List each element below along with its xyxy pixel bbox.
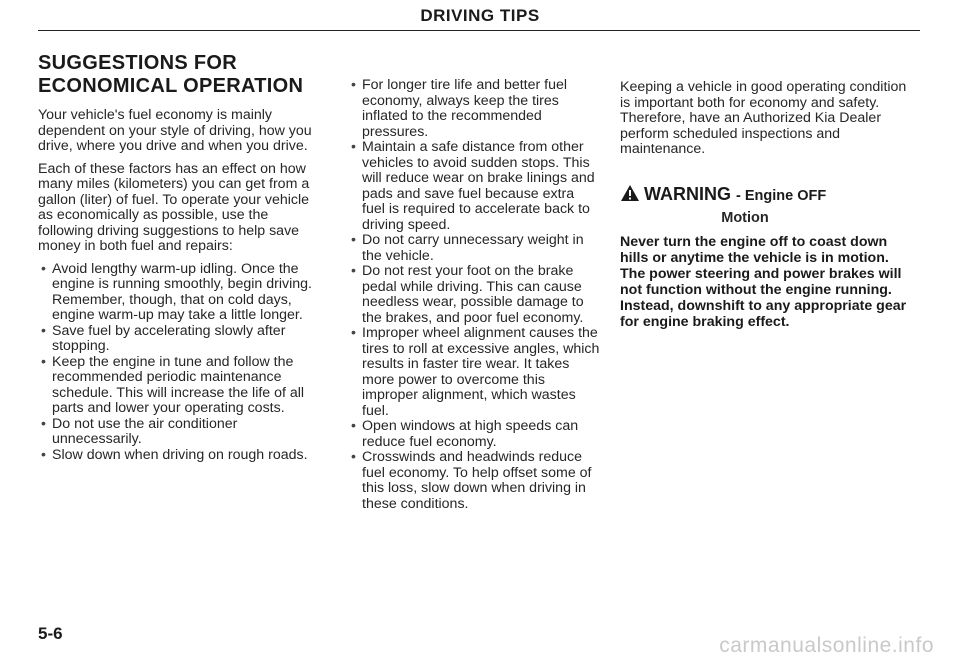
warning-title <box>620 184 910 207</box>
list-item: • Avoid lengthy warm-up idling. Once the engine is running smoothly, begin driving. Remember, though, that on cold days, engine warm-up may take a little longer. <box>38 262 323 324</box>
list-item: • Do not use the air conditioner unnecessarily. <box>38 417 323 448</box>
list-item: • Open windows at high speeds can reduce fuel economy. <box>348 419 600 450</box>
section-heading: SUGGESTIONS FOR ECONOMICAL OPERATION <box>38 52 304 97</box>
warning-subtitle: - Engine OFF <box>736 187 827 204</box>
list-item: • Improper wheel alignment causes the tires to roll at excessive angles, which results in faster tire wear. It takes more power to overcome this improper alignment, which wastes fuel. <box>348 326 600 419</box>
maintenance-paragraph: Keeping a vehicle in good operating condition is important both for economy and safety. Therefore, have an Authorized Kia Dealer perform scheduled inspections and maintenance. <box>620 79 907 157</box>
tips-list <box>38 262 323 464</box>
tips-list <box>348 78 600 512</box>
watermark: carmanualsonline.info <box>719 634 934 657</box>
column-3 <box>620 80 910 330</box>
warning-label: WARNING <box>644 183 731 204</box>
list-item: • For longer tire life and better fuel economy, always keep the tires inflated to the recommended pressures. <box>348 78 600 140</box>
header-divider <box>38 30 920 31</box>
page-header-title: DRIVING TIPS <box>420 6 540 25</box>
warning-subtitle-2: Motion <box>721 209 769 226</box>
list-item: • Slow down when driving on rough roads. <box>38 448 323 464</box>
intro-paragraph: Your vehicle's fuel economy is mainly dependent on your style of driving, how you drive, where you drive and when you drive. <box>38 107 312 154</box>
list-item: • Keep the engine in tune and follow the recommended periodic maintenance schedule. This will increase the life of all parts and lower your operating costs. <box>38 355 323 417</box>
warning-body: Never turn the engine off to coast down hills or anytime the vehicle is in motion. The power steering and power brakes will not function without the engine running. Instead, downshift to any appropriate gear for engine braking effect. <box>620 234 907 330</box>
list-item: • Do not carry unnecessary weight in the vehicle. <box>348 233 600 264</box>
warning-triangle-icon <box>620 184 640 207</box>
list-item: • Maintain a safe distance from other vehicles to avoid sudden stops. This will reduce wear on brake linings and pads and save fuel because extra fuel is required to accelerate back to driving speed. <box>348 140 600 233</box>
list-item: • Do not rest your foot on the brake pedal while driving. This can cause needless wear, possible damage to the brakes, and poor fuel economy. <box>348 264 600 326</box>
column-2 <box>348 78 600 512</box>
intro-paragraph: Each of these factors has an effect on how many miles (kilometers) you can get from a gallon (liter) of fuel. To operate your vehicle as economically as possible, use the following driving suggestions to help save money in both fuel and repairs: <box>38 160 310 254</box>
column-1 <box>38 52 323 463</box>
list-item: • Crosswinds and headwinds reduce fuel economy. To help offset some of this loss, slow down when driving in these conditions. <box>348 450 600 512</box>
page-number: 5-6 <box>38 624 63 643</box>
list-item: • Save fuel by accelerating slowly after stopping. <box>38 324 323 355</box>
